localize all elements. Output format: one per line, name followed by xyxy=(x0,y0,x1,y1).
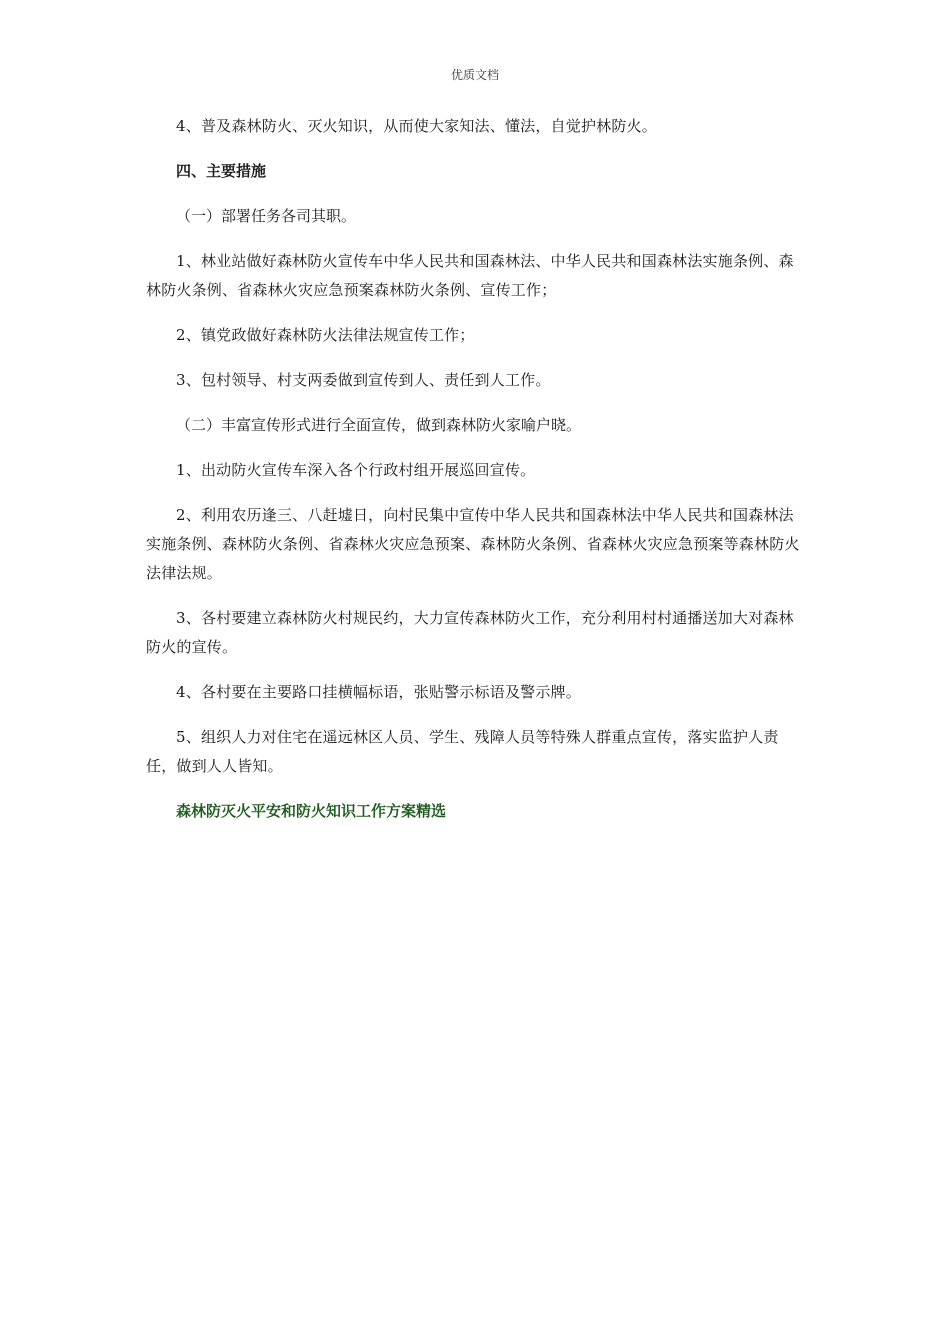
page-header: 优质文档 xyxy=(450,68,499,82)
paragraph-measure-2: 2、镇党政做好森林防火法律法规宣传工作； xyxy=(176,326,475,344)
paragraph-form-3: 3、各村要建立森林防火村规民约，大力宣传森林防火工作，充分利用村村通播送加大对森林防火的宣传。 xyxy=(146,609,794,656)
paragraph-form-4: 4、各村要在主要路口挂横幅标语，张贴警示标语及警示牌。 xyxy=(176,683,581,701)
paragraph-measure-1: 1、林业站做好森林防火宣传车中华人民共和国森林法、中华人民共和国森林法实施条例、森林防火条例、省森林火灾应急预案森林防火条例、宣传工作； xyxy=(146,252,794,299)
paragraph-form-5: 5、组织人力对住宅在遥远林区人员、学生、残障人员等特殊人群重点宣传，落实监护人责任，做到人人皆知。 xyxy=(146,728,779,775)
document-footer-title: 森林防灭火平安和防火知识工作方案精选 xyxy=(176,802,447,820)
paragraph-form-1: 1、出动防火宣传车深入各个行政村组开展巡回宣传。 xyxy=(176,461,536,479)
paragraph-form-2: 2、利用农历逢三、八赶墟日，向村民集中宣传中华人民共和国森林法中华人民共和国森林法实施条例、森林防火条例、省森林火灾应急预案、森林防火条例、省森林火灾应急预案等森林防火法律法规。 xyxy=(146,506,800,582)
paragraph-measure-3: 3、包村领导、村支两委做到宣传到人、责任到人工作。 xyxy=(176,371,551,389)
subsection-heading-1: （一）部署任务各司其职。 xyxy=(176,207,357,225)
paragraph-item-4: 4、普及森林防火、灭火知识，从而使大家知法、懂法，自觉护林防火。 xyxy=(176,117,657,135)
document-body xyxy=(146,112,806,826)
subsection-heading-2: （二）丰富宣传形式进行全面宣传，做到森林防火家喻户晓。 xyxy=(176,416,582,434)
section-heading-measures: 四、主要措施 xyxy=(176,162,267,180)
